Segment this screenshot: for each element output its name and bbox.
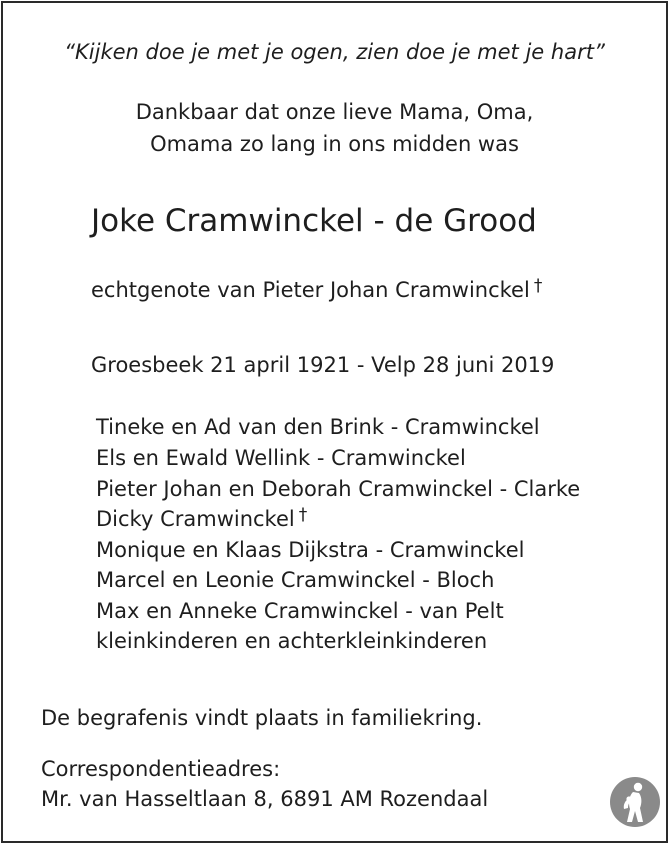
- family-member: Dicky Cramwinckel: [96, 507, 295, 531]
- family-member: Pieter Johan en Deborah Cramwinckel - Clarke: [96, 477, 581, 501]
- family-member: Els en Ewald Wellink - Cramwinckel: [96, 446, 466, 470]
- mourning-figure-logo-icon: [609, 776, 661, 828]
- family-member: Monique en Klaas Dijkstra - Cramwinckel: [96, 538, 525, 562]
- deceased-name: Joke Cramwinckel - de Grood: [91, 203, 537, 239]
- intro-line-2: Omama zo lang in ons midden was: [150, 132, 519, 156]
- cross-symbol: †: [533, 276, 543, 296]
- funeral-note: De begrafenis vindt plaats in familiekring.: [41, 706, 483, 730]
- address: Mr. van Hasseltlaan 8, 6891 AM Rozendaal: [41, 787, 489, 811]
- family-member: Max en Anneke Cramwinckel - van Pelt: [96, 599, 504, 623]
- family-member: kleinkinderen en achterkleinkinderen: [96, 629, 488, 653]
- life-dates: Groesbeek 21 april 1921 - Velp 28 juni 2019: [91, 353, 555, 377]
- spouse-text: echtgenote van Pieter Johan Cramwinckel: [91, 278, 530, 302]
- quote: “Kijken doe je met je ogen, zien doe je met je hart”: [64, 40, 605, 64]
- cross-symbol: †: [298, 505, 308, 525]
- family-member: Marcel en Leonie Cramwinckel - Bloch: [96, 568, 495, 592]
- correspondence-label: Correspondentieadres:: [41, 757, 281, 781]
- family-member-dicky: [96, 505, 308, 531]
- intro-line-1: Dankbaar dat onze lieve Mama, Oma,: [135, 100, 534, 124]
- spouse-line: [91, 276, 543, 302]
- family-member: Tineke en Ad van den Brink - Cramwinckel: [96, 415, 540, 439]
